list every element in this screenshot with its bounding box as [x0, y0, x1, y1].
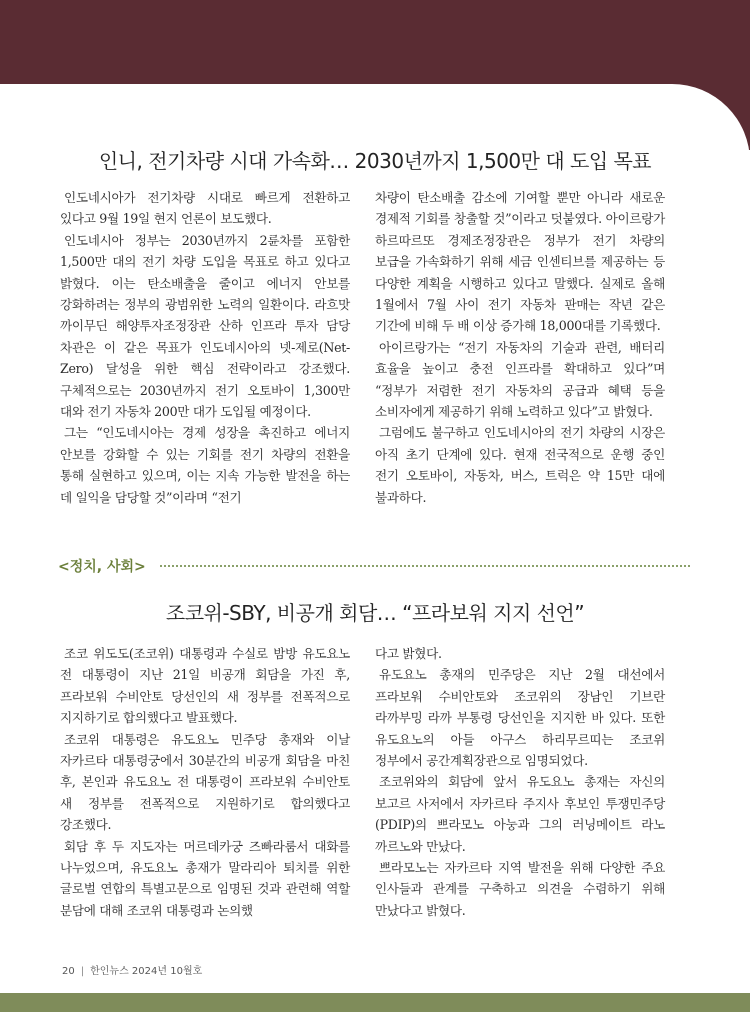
article-1-column-2: [375, 187, 665, 508]
section-label: <정치, 사회>: [58, 559, 146, 575]
article-2-column-1: [60, 643, 350, 921]
article-2-paragraph: 회담 후 두 지도자는 머르데카궁 즈빠라룸서 대화를 나누었으며, 유도요노 총재가 말라리아 퇴치를 위한 글로벌 연합의 특별고문으로 임명된 것과 관련해 역할 분담에 대해 조코위 대통령과 논의했: [60, 838, 350, 918]
article-1-paragraph: 차량이 탄소배출 감소에 기여할 뿐만 아니라 새로운 경제적 기회를 창출할 것”이라고 덧붙였다. 아이르랑가 하르따르또 경제조정장관은 정부가 전기 차량의 보급을 가속화하기 위해 세금 인센티브를 제공하는 등 다양한 계획을 시행하고 있다고 말했다. 실제로 올해 1월에서 7월 사이 전기 자동차 판매는 작년 같은 기간에 비해 두 배 이상 증가해 18,000대를 기록했다.: [375, 190, 665, 334]
article-2-paragraph: 다고 밝혔다.: [375, 646, 442, 661]
page-footer: [62, 962, 202, 977]
page-number: 20: [62, 966, 75, 977]
footer-separator: |: [80, 966, 85, 977]
article-2-paragraph: 쁘라모노는 자카르타 지역 발전을 위해 다양한 주요 인사들과 관계를 구축하고 의견을 수렴하기 위해 만났다고 밝혔다.: [375, 860, 665, 918]
article-1-paragraph: 인도네시아 정부는 2030년까지 2륜차를 포함한 1,500만 대의 전기 차량 도입을 목표로 하고 있다고 밝혔다. 이는 탄소배출을 줄이고 에너지 안보를 강화하려는 정부의 광범위한 노력의 일환이다. 라흐맛 까이무딘 해양투자조정장관 산하 인프라 투자 담당 차관은 이 같은 목표가 인도네시아의 넷-제로(Net-Zero) 달성을 위한 핵심 전략이라고 강조했다. 구체적으로는 2030년까지 전기 오토바이 1,300만 대와 전기 자동차 200만 대가 도입될 예정이다.: [60, 232, 350, 420]
section-divider: [160, 565, 690, 567]
publication-name: 한인뉴스 2024년 10월호: [90, 966, 203, 977]
article-2-headline: 조코위-SBY, 비공개 회담… “프라보워 지지 선언”: [165, 601, 585, 625]
article-1-paragraph: 인도네시아가 전기차량 시대로 빠르게 전환하고 있다고 9월 19일 현지 언론이 보도했다.: [60, 190, 350, 227]
article-1-paragraph: 그는 “인도네시아는 경제 성장을 촉진하고 에너지 안보를 강화할 수 있는 기회를 전기 차량의 전환을 통해 실현하고 있으며, 이는 지속 가능한 발전을 하는 데 일익을 담당할 것”이라며 “전기: [60, 425, 350, 505]
article-1-column-1: [60, 187, 350, 508]
article-1-paragraph: 아이르랑가는 “전기 자동차의 기술과 관련, 배터리 효율을 높이고 충전 인프라를 확대하고 있다”며 “정부가 저렴한 전기 자동차의 공급과 혜택 등을 소비자에게 제공하기 위해 노력하고 있다”고 밝혔다.: [375, 339, 665, 420]
article-2-paragraph: 조코위 대통령은 유도요노 민주당 총재와 이날 자카르타 대통령궁에서 30분간의 비공개 회담을 마친 후, 본인과 유도요노 전 대통령이 프라보워 수비안토 새 정부를 전폭적으로 지원하기로 합의했다고 강조했다.: [60, 731, 350, 833]
article-2-paragraph: 유도요노 총재의 민주당은 지난 2월 대선에서 프라보워 수비안토와 조코위의 장남인 기브란 라까부밍 라까 부통령 당선인을 지지한 바 있다. 또한 유도요노의 아들 아구스 하리무르띠는 조코위 정부에서 공간계획장관으로 임명되었다.: [375, 667, 665, 769]
bottom-decorative-band: [0, 993, 750, 1012]
article-1-headline: 인니, 전기차량 시대 가속화… 2030년까지 1,500만 대 도입 목표: [98, 149, 652, 173]
article-2-paragraph: 조코위와의 회담에 앞서 유도요노 총재는 자신의 보고르 사저에서 자카르타 주지사 후보인 투쟁민주당(PDIP)의 쁘라모노 아눙과 그의 러닝메이트 라노 까르노와 만났다.: [375, 774, 665, 854]
article-2-column-2: [375, 643, 665, 921]
article-2-paragraph: 조코 위도도(조코위) 대통령과 수실로 밤방 유도요노 전 대통령이 지난 21일 비공개 회담을 가진 후, 프라보워 수비안토 당선인의 새 정부를 전폭적으로 지지하기로 합의했다고 발표했다.: [60, 646, 350, 726]
article-1-paragraph: 그럼에도 불구하고 인도네시아의 전기 차량의 시장은 아직 초기 단계에 있다. 현재 전국적으로 운행 중인 전기 오토바이, 자동차, 버스, 트럭은 약 15만 대에 불과하다.: [375, 425, 665, 505]
